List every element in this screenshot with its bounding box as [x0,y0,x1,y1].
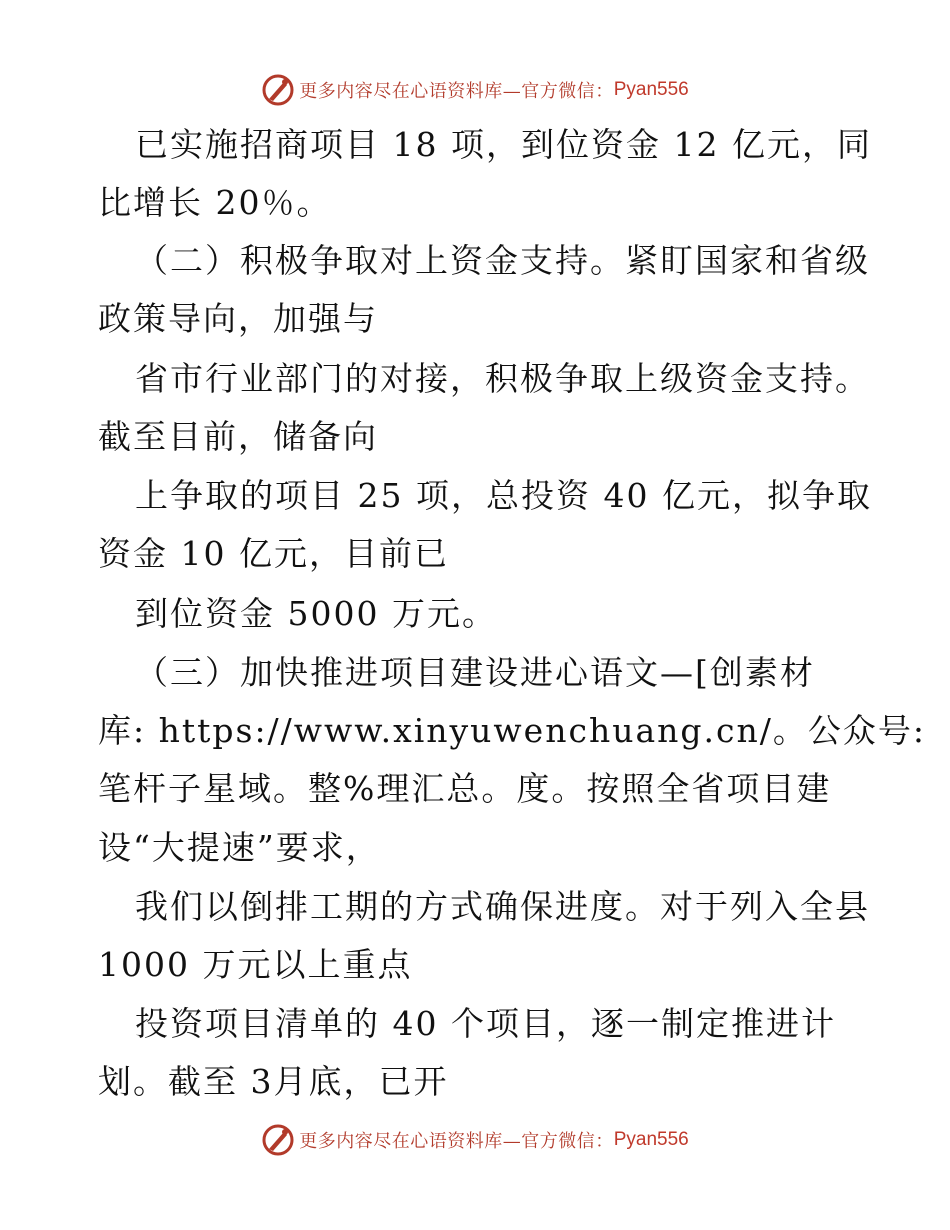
body-line: 截至目前，储备向 [98,417,378,456]
watermark-wechat-id: Pyan556 [613,1129,689,1150]
body-line: 投资项目清单的 40 个项目，逐一制定推进计 [135,1004,836,1043]
body-line: 上争取的项目 25 项，总投资 40 亿元，拟争取 [135,476,872,515]
footer-watermark [0,1120,950,1160]
pen-logo-icon [261,73,295,107]
body-line: （二）积极争取对上资金支持。紧盯国家和省级 [135,241,870,280]
body-line: 已实施招商项目 18 项，到位资金 12 亿元，同 [135,125,872,164]
body-line: 省市行业部门的对接，积极争取上级资金支持。 [135,359,870,398]
body-line: 设“大提速”要求， [98,828,381,867]
body-line: 划。截至 3月底，已开 [98,1062,449,1101]
watermark-text: 更多内容尽在心语资料库—官方微信： [299,81,614,102]
pen-logo-icon [261,1123,295,1157]
body-line: 政策导向，加强与 [98,299,378,338]
body-line: 我们以倒排工期的方式确保进度。对于列入全县 [135,887,870,926]
body-line: 库: https://www.xinyuwenchuang.cn/。公众号: [98,711,926,750]
body-line: 资金 10 亿元，目前已 [98,534,449,573]
header-watermark [0,70,950,110]
watermark-text: 更多内容尽在心语资料库—官方微信： [299,1131,614,1152]
body-line: 笔杆子星域。整%理汇总。度。按照全省项目建 [98,769,832,808]
body-line: 到位资金 5000 万元。 [135,594,497,633]
body-line: 1000 万元以上重点 [98,945,413,984]
watermark-wechat-id: Pyan556 [613,79,689,100]
body-line: （三）加快推进项目建设进心语文—[创素材 [135,653,815,692]
body-line: 比增长 20％。 [98,183,332,222]
